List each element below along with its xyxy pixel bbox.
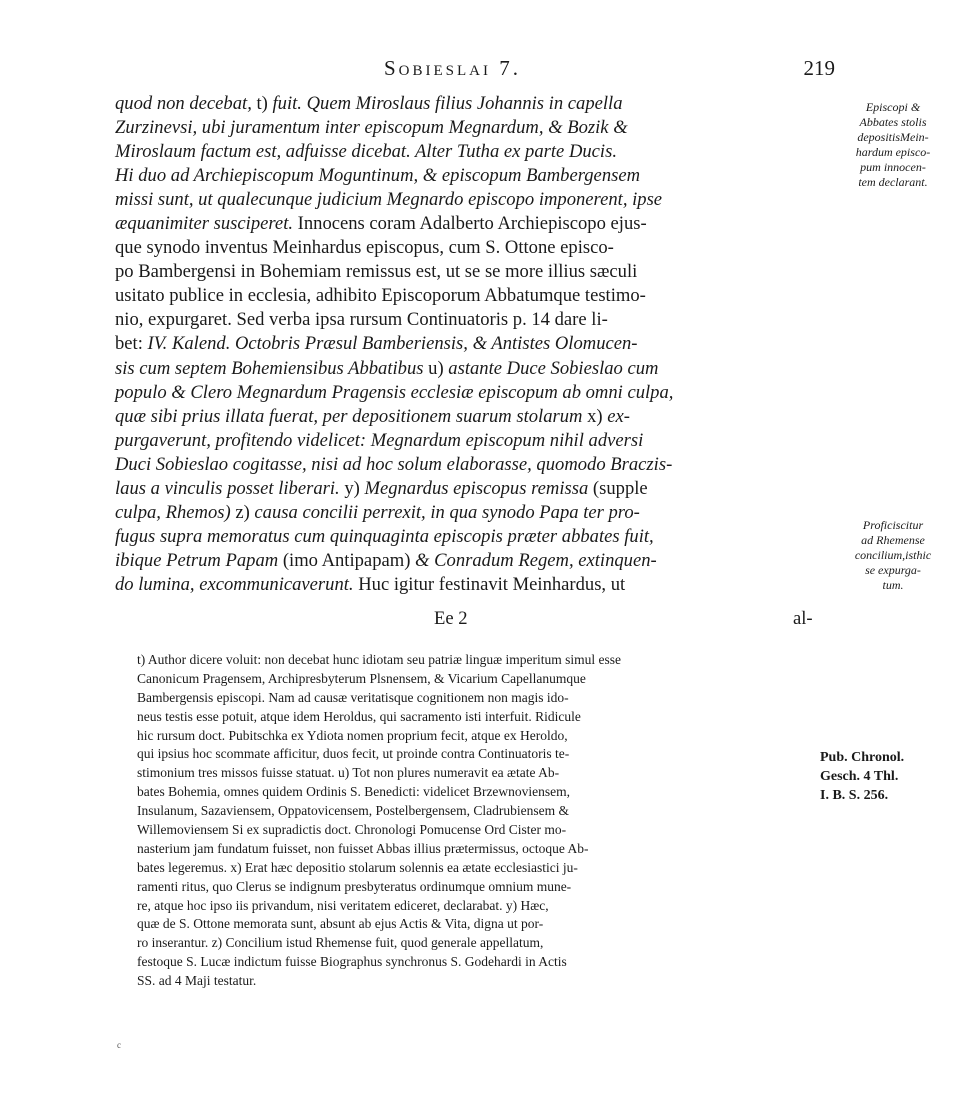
text-line bbox=[115, 92, 825, 116]
text-run: culpa, Rhemos) bbox=[115, 501, 236, 523]
footnote-line: hic rursum doct. Pubitschka ex Ydiota nomen proprium fecit, atque ex Heroldo, bbox=[137, 727, 568, 743]
text-run: sis cum septem Bohemiensibus Abbatibus bbox=[115, 357, 429, 379]
text-run: nio, expurgaret. Sed verba ipsa rursum Continuatoris p. 14 dare li- bbox=[115, 309, 608, 331]
text-line bbox=[115, 188, 825, 212]
footnote-line: t) Author dicere voluit: non decebat hunc idiotam seu patriæ linguæ imperitum simul esse bbox=[137, 652, 622, 667]
text-run: purgaverunt, profitendo videlicet: Megnardum episcopum nihil adversi bbox=[115, 429, 644, 451]
side-reference-line: Gesch. 4 Thl. bbox=[820, 769, 899, 784]
text-run: y) bbox=[344, 477, 365, 499]
main-text-block bbox=[115, 92, 825, 597]
text-run: u) bbox=[428, 357, 449, 379]
text-run: IV. Kalend. Octobris Præsul Bamberiensis, & Antistes Olomucen- bbox=[147, 333, 638, 355]
text-run: astante Duce Sobieslao cum bbox=[448, 357, 659, 379]
text-run: x) bbox=[587, 405, 608, 427]
margin-note-line: depositisMein- bbox=[857, 130, 929, 144]
text-line bbox=[115, 549, 825, 573]
footnote-line: bates legeremus. x) Erat hæc depositio stolarum solennis ea ætate ecclesiastici ju- bbox=[137, 859, 578, 875]
text-run: causa concilii perrexit, in qua synodo Papa ter pro- bbox=[254, 501, 640, 523]
text-line bbox=[115, 284, 825, 308]
page-number: 219 bbox=[803, 56, 835, 80]
text-run: Miroslaum factum est, adfuisse dicebat. Alter Tutha ex parte Ducis. bbox=[115, 141, 617, 163]
text-run: bet: bbox=[115, 333, 148, 355]
footnote-line: bates Bohemia, omnes quidem Ordinis S. Benedicti: videlicet Brzewnoviensem, bbox=[137, 784, 571, 800]
side-reference-line: I. B. S. 256. bbox=[820, 788, 889, 803]
text-line bbox=[115, 405, 825, 429]
footnote-line: quæ de S. Ottone memorata sunt, absunt ab ejus Actis & Vita, digna ut por- bbox=[137, 916, 544, 932]
text-line bbox=[115, 501, 825, 525]
text-run: po Bambergensi in Bohemiam remissus est, ut se se more illius sæculi bbox=[115, 261, 638, 283]
text-run: laus a vinculis posset liberari. bbox=[115, 477, 345, 499]
margin-note-line: tem declarant. bbox=[858, 175, 928, 189]
margin-note-line: Proficiscitur bbox=[862, 518, 924, 532]
footnote-line: ramenti ritus, quo Clerus se indignum presbyteratus ordinumque omnium mune- bbox=[137, 878, 572, 894]
text-run: & Conradum Regem, extinquen- bbox=[415, 549, 657, 571]
text-run: t) bbox=[256, 93, 273, 114]
text-run: Innocens coram Adalberto Archiepiscopo ejus- bbox=[297, 213, 647, 235]
catchword: al- bbox=[793, 608, 813, 629]
text-run: fuit. Quem Miroslaus filius Johannis in capella bbox=[272, 93, 623, 114]
text-line bbox=[115, 332, 825, 356]
running-title: Sobieslai 7. bbox=[384, 56, 522, 80]
text-run: do lumina, excommunicaverunt. bbox=[115, 573, 359, 595]
text-line bbox=[115, 164, 825, 188]
text-run: Huc igitur festinavit Meinhardus, ut bbox=[358, 573, 626, 595]
text-run: quod non decebat, bbox=[115, 93, 257, 114]
footnote-line: qui ipsius hoc scommate afficitur, duos fecit, ut proinde contra Continuatoris te- bbox=[137, 746, 570, 762]
text-run: que synodo inventus Meinhardus episcopus, cum S. Ottone episco- bbox=[115, 237, 614, 259]
text-run: z) bbox=[235, 501, 255, 523]
catchline bbox=[0, 608, 960, 632]
text-line bbox=[115, 236, 825, 260]
text-line bbox=[115, 525, 825, 549]
margin-note-line: tum. bbox=[882, 578, 904, 592]
text-line bbox=[115, 477, 825, 501]
tiny-mark: c bbox=[117, 1040, 121, 1050]
margin-note-line: Abbates stolis bbox=[859, 115, 927, 129]
text-line bbox=[115, 140, 825, 164]
text-line bbox=[115, 260, 825, 284]
text-run: populo & Clero Megnardum Pragensis ecclesiæ episcopum ab omni culpa, bbox=[115, 381, 674, 403]
text-line bbox=[115, 308, 825, 332]
margin-note-line: concilium,isthic bbox=[854, 548, 932, 562]
footnote-line: Bambergensis episcopi. Nam ad causæ veritatisque cognitionem non magis ido- bbox=[137, 689, 569, 705]
margin-note-line: se expurga- bbox=[865, 563, 921, 577]
margin-note-line: pum innocen- bbox=[860, 160, 926, 174]
text-line bbox=[115, 212, 825, 236]
side-reference bbox=[820, 748, 960, 805]
text-line bbox=[115, 573, 825, 597]
margin-note-line: ad Rhemense bbox=[861, 533, 925, 547]
footnote-line: Willemoviensem Si ex supradictis doct. Chronologi Pomucense Ord Cister mo- bbox=[137, 822, 567, 838]
footnote-line: nasterium jam fundatum fuisset, non fuisset Abbas illius prætermissus, octoque Ab- bbox=[137, 840, 589, 856]
text-run: (imo Antipapam) bbox=[282, 549, 416, 571]
text-run: (supple bbox=[592, 477, 648, 499]
footnote-line: Insulanum, Sazaviensem, Oppatovicensem, Postelbergensem, Cladrubiensem & bbox=[137, 803, 570, 819]
text-line bbox=[115, 429, 825, 453]
text-run: missi sunt, ut qualecunque judicium Megnardo episcopo imponerent, ipse bbox=[115, 189, 663, 211]
text-line bbox=[115, 381, 825, 405]
text-run: Megnardus episcopus remissa bbox=[364, 477, 593, 499]
text-run: Duci Sobieslao cogitasse, nisi ad hoc solum elaborasse, quomodo Braczis- bbox=[115, 453, 673, 475]
text-run: quæ sibi prius illata fuerat, per depositionem suarum stolarum bbox=[115, 405, 588, 427]
running-head bbox=[0, 56, 960, 86]
text-line bbox=[115, 357, 825, 381]
footnote-line: re, atque hoc ipso iis privandum, nisi veritatem ediceret, declarabat. y) Hæc, bbox=[137, 897, 549, 913]
margin-note-line: Episcopi & bbox=[865, 100, 921, 114]
footnote-line: ro inserantur. z) Concilium istud Rhemense fuit, quod generale appellatum, bbox=[137, 935, 544, 951]
text-run: ibique Petrum Papam bbox=[115, 549, 283, 571]
footnotes-block bbox=[137, 651, 817, 991]
text-line bbox=[115, 116, 825, 140]
margin-note-line: hardum episco- bbox=[855, 145, 931, 159]
footnote-line: stimonium tres missos fuisse statuat. u) Tot non plures numeravit ea ætate Ab- bbox=[137, 765, 560, 781]
side-reference-line: Pub. Chronol. bbox=[820, 750, 905, 765]
footnote-line: festoque S. Lucæ indictum fuisse Biographus synchronus S. Godehardi in Actis bbox=[137, 954, 567, 970]
text-line bbox=[115, 453, 825, 477]
text-run: Zurzinevsi, ubi juramentum inter episcopum Megnardum, & Bozik & bbox=[115, 117, 628, 139]
text-run: æquanimiter susciperet. bbox=[115, 213, 298, 235]
margin-note-proficiscitur bbox=[826, 518, 960, 593]
text-run: fugus supra memoratus cum quinquaginta episcopis præter abbates fuit, bbox=[115, 525, 654, 547]
text-run: ex- bbox=[607, 405, 630, 427]
text-run: usitato publice in ecclesia, adhibito Episcoporum Abbatumque testimo- bbox=[115, 285, 646, 307]
text-run: Hi duo ad Archiepiscopum Moguntinum, & episcopum Bambergensem bbox=[115, 165, 641, 187]
footnote-line: neus testis esse potuit, atque idem Heroldus, qui sacramento isti interfuit. Ridicule bbox=[137, 708, 581, 724]
margin-note-episcopi bbox=[826, 100, 960, 190]
signature-mark: Ee 2 bbox=[434, 608, 468, 629]
footnote-line: Canonicum Pragensem, Archipresbyterum Plsnensem, & Vicarium Capellanumque bbox=[137, 670, 586, 686]
footnote-line: SS. ad 4 Maji testatur. bbox=[137, 973, 257, 989]
